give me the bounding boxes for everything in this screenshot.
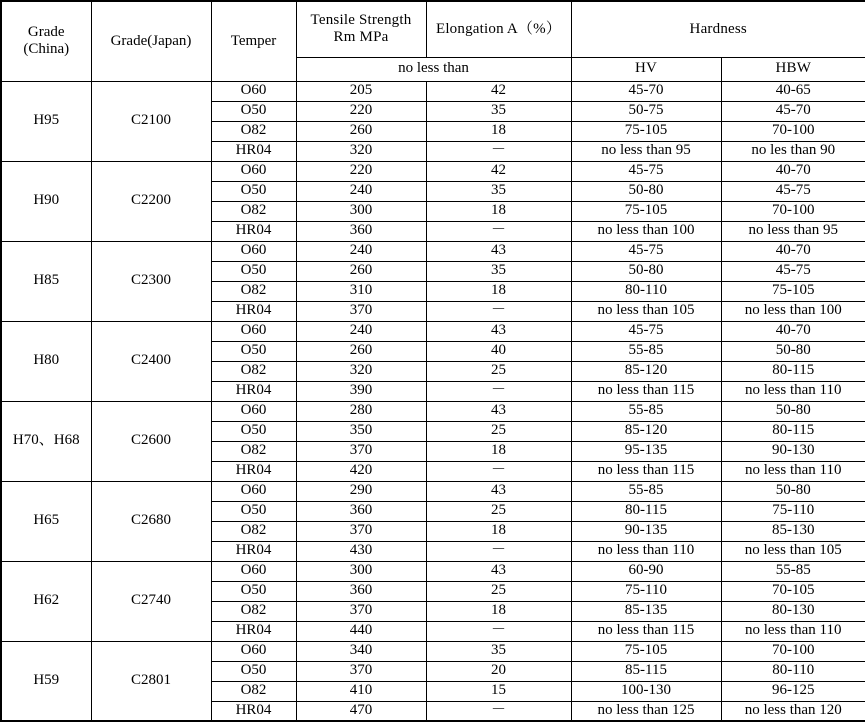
cell-hv: 85-120	[571, 361, 721, 381]
cell-grade-japan: C2600	[91, 401, 211, 481]
cell-hbw: 40-70	[721, 161, 865, 181]
cell-grade-japan: C2740	[91, 561, 211, 641]
cell-hv: 90-135	[571, 521, 721, 541]
cell-tensile: 240	[296, 181, 426, 201]
table-row	[1, 321, 865, 341]
cell-grade-japan: C2100	[91, 81, 211, 161]
cell-grade-china: H65	[1, 481, 91, 561]
cell-elongation: 43	[426, 481, 571, 501]
cell-temper: O60	[211, 481, 296, 501]
column-header-grade-china-line2: (China)	[23, 41, 70, 58]
column-header-grade-china-line1: Grade	[27, 24, 65, 40]
cell-hbw: 45-75	[721, 261, 865, 281]
cell-temper: O50	[211, 341, 296, 361]
cell-hbw: no less than 100	[721, 301, 865, 321]
cell-elongation: 25	[426, 581, 571, 601]
cell-hbw: no less than 110	[721, 621, 865, 641]
table-row	[1, 161, 865, 181]
cell-tensile: 430	[296, 541, 426, 561]
cell-elongation: 35	[426, 261, 571, 281]
cell-elongation: 35	[426, 641, 571, 661]
cell-elongation: －	[426, 701, 571, 721]
cell-hbw: 40-65	[721, 81, 865, 101]
cell-temper: O50	[211, 101, 296, 121]
cell-temper: O50	[211, 261, 296, 281]
cell-elongation: －	[426, 621, 571, 641]
cell-elongation: 43	[426, 321, 571, 341]
cell-tensile: 420	[296, 461, 426, 481]
column-header-grade-china	[1, 1, 91, 81]
cell-elongation: －	[426, 301, 571, 321]
cell-temper: HR04	[211, 381, 296, 401]
cell-tensile: 370	[296, 661, 426, 681]
cell-temper: O50	[211, 581, 296, 601]
table-row	[1, 481, 865, 501]
cell-grade-china: H70、H68	[1, 401, 91, 481]
cell-grade-china: H62	[1, 561, 91, 641]
cell-temper: O82	[211, 201, 296, 221]
column-header-tensile-line1: Tensile Strength	[310, 12, 412, 28]
cell-temper: O60	[211, 401, 296, 421]
cell-temper: O60	[211, 161, 296, 181]
cell-hv: no less than 115	[571, 381, 721, 401]
cell-temper: O60	[211, 241, 296, 261]
cell-hbw: no less than 110	[721, 381, 865, 401]
cell-elongation: 42	[426, 81, 571, 101]
cell-hbw: 75-110	[721, 501, 865, 521]
cell-elongation: 18	[426, 441, 571, 461]
cell-grade-japan: C2801	[91, 641, 211, 721]
cell-tensile: 300	[296, 201, 426, 221]
table-row	[1, 641, 865, 661]
cell-tensile: 220	[296, 161, 426, 181]
cell-elongation: 42	[426, 161, 571, 181]
column-header-temper: Temper	[211, 1, 296, 81]
cell-hv: 80-115	[571, 501, 721, 521]
cell-hv: 55-85	[571, 401, 721, 421]
cell-temper: O82	[211, 601, 296, 621]
table-body	[1, 81, 865, 721]
table-row	[1, 561, 865, 581]
cell-hbw: 40-70	[721, 241, 865, 261]
cell-hv: no less than 100	[571, 221, 721, 241]
cell-hv: 100-130	[571, 681, 721, 701]
cell-hv: 75-110	[571, 581, 721, 601]
cell-hbw: 50-80	[721, 341, 865, 361]
cell-grade-japan: C2680	[91, 481, 211, 561]
cell-hbw: 90-130	[721, 441, 865, 461]
cell-tensile: 220	[296, 101, 426, 121]
cell-temper: HR04	[211, 541, 296, 561]
cell-hv: no less than 115	[571, 461, 721, 481]
cell-hv: 85-115	[571, 661, 721, 681]
cell-tensile: 340	[296, 641, 426, 661]
cell-hbw: 70-105	[721, 581, 865, 601]
cell-tensile: 370	[296, 601, 426, 621]
cell-elongation: 18	[426, 521, 571, 541]
cell-grade-japan: C2400	[91, 321, 211, 401]
cell-hbw: 80-110	[721, 661, 865, 681]
cell-temper: HR04	[211, 221, 296, 241]
cell-tensile: 410	[296, 681, 426, 701]
cell-elongation: 35	[426, 181, 571, 201]
cell-tensile: 350	[296, 421, 426, 441]
cell-hv: 85-135	[571, 601, 721, 621]
cell-temper: O60	[211, 641, 296, 661]
cell-tensile: 360	[296, 221, 426, 241]
cell-tensile: 260	[296, 341, 426, 361]
cell-hv: no less than 110	[571, 541, 721, 561]
cell-hbw: 40-70	[721, 321, 865, 341]
cell-hv: 75-105	[571, 201, 721, 221]
cell-elongation: －	[426, 461, 571, 481]
cell-hbw: no les than 90	[721, 141, 865, 161]
cell-temper: O82	[211, 521, 296, 541]
cell-temper: O60	[211, 561, 296, 581]
cell-grade-china: H80	[1, 321, 91, 401]
cell-elongation: －	[426, 141, 571, 161]
cell-hbw: 50-80	[721, 481, 865, 501]
cell-temper: O50	[211, 181, 296, 201]
cell-elongation: －	[426, 381, 571, 401]
cell-elongation: －	[426, 221, 571, 241]
cell-grade-japan: C2300	[91, 241, 211, 321]
cell-hv: 85-120	[571, 421, 721, 441]
cell-hv: 80-110	[571, 281, 721, 301]
cell-temper: HR04	[211, 141, 296, 161]
cell-elongation: 43	[426, 241, 571, 261]
cell-hbw: 80-130	[721, 601, 865, 621]
cell-tensile: 360	[296, 501, 426, 521]
cell-hv: 55-85	[571, 481, 721, 501]
cell-tensile: 205	[296, 81, 426, 101]
cell-temper: O82	[211, 121, 296, 141]
cell-temper: O50	[211, 501, 296, 521]
cell-hv: 55-85	[571, 341, 721, 361]
cell-hv: 45-70	[571, 81, 721, 101]
cell-elongation: －	[426, 541, 571, 561]
cell-hv: 45-75	[571, 321, 721, 341]
table-header	[1, 1, 865, 81]
cell-hv: 45-75	[571, 241, 721, 261]
cell-elongation: 18	[426, 121, 571, 141]
cell-hbw: 45-75	[721, 181, 865, 201]
cell-hbw: 75-105	[721, 281, 865, 301]
column-header-tensile-line2: Rm MPa	[333, 29, 389, 46]
cell-hbw: 80-115	[721, 421, 865, 441]
column-header-tensile-strength	[296, 1, 426, 57]
cell-hv: 95-135	[571, 441, 721, 461]
cell-temper: O82	[211, 281, 296, 301]
cell-temper: HR04	[211, 621, 296, 641]
cell-temper: O60	[211, 321, 296, 341]
cell-tensile: 320	[296, 361, 426, 381]
cell-tensile: 260	[296, 121, 426, 141]
cell-elongation: 43	[426, 561, 571, 581]
cell-grade-china: H59	[1, 641, 91, 721]
cell-hbw: 70-100	[721, 641, 865, 661]
cell-hv: no less than 115	[571, 621, 721, 641]
cell-temper: O82	[211, 361, 296, 381]
table-row	[1, 401, 865, 421]
cell-temper: HR04	[211, 301, 296, 321]
cell-hbw: 45-70	[721, 101, 865, 121]
cell-hbw: 50-80	[721, 401, 865, 421]
cell-tensile: 390	[296, 381, 426, 401]
cell-hbw: no less than 120	[721, 701, 865, 721]
header-row-primary	[1, 1, 865, 57]
cell-hv: 45-75	[571, 161, 721, 181]
column-header-elongation: Elongation A（%）	[426, 1, 571, 57]
cell-hv: 75-105	[571, 121, 721, 141]
cell-temper: O50	[211, 661, 296, 681]
cell-hbw: 55-85	[721, 561, 865, 581]
cell-grade-japan: C2200	[91, 161, 211, 241]
cell-tensile: 240	[296, 241, 426, 261]
cell-elongation: 25	[426, 501, 571, 521]
cell-temper: O82	[211, 681, 296, 701]
cell-tensile: 280	[296, 401, 426, 421]
cell-tensile: 360	[296, 581, 426, 601]
cell-elongation: 20	[426, 661, 571, 681]
cell-hbw: 70-100	[721, 121, 865, 141]
cell-temper: O82	[211, 441, 296, 461]
cell-tensile: 320	[296, 141, 426, 161]
cell-elongation: 15	[426, 681, 571, 701]
cell-hv: no less than 125	[571, 701, 721, 721]
cell-hbw: 85-130	[721, 521, 865, 541]
cell-tensile: 370	[296, 441, 426, 461]
cell-hbw: 70-100	[721, 201, 865, 221]
cell-hv: no less than 105	[571, 301, 721, 321]
cell-hv: 50-80	[571, 261, 721, 281]
cell-hbw: no less than 95	[721, 221, 865, 241]
cell-hv: no less than 95	[571, 141, 721, 161]
cell-hv: 50-80	[571, 181, 721, 201]
cell-elongation: 18	[426, 601, 571, 621]
cell-tensile: 370	[296, 521, 426, 541]
cell-tensile: 310	[296, 281, 426, 301]
cell-temper: O60	[211, 81, 296, 101]
column-header-hbw: HBW	[721, 57, 865, 81]
table-row	[1, 81, 865, 101]
cell-temper: HR04	[211, 461, 296, 481]
cell-hbw: 80-115	[721, 361, 865, 381]
cell-tensile: 440	[296, 621, 426, 641]
cell-temper: O50	[211, 421, 296, 441]
cell-tensile: 370	[296, 301, 426, 321]
cell-elongation: 18	[426, 281, 571, 301]
column-header-grade-japan: Grade(Japan)	[91, 1, 211, 81]
cell-tensile: 300	[296, 561, 426, 581]
cell-elongation: 40	[426, 341, 571, 361]
cell-elongation: 35	[426, 101, 571, 121]
cell-tensile: 260	[296, 261, 426, 281]
cell-grade-china: H85	[1, 241, 91, 321]
column-header-no-less-than: no less than	[296, 57, 571, 81]
cell-elongation: 25	[426, 361, 571, 381]
cell-hbw: 96-125	[721, 681, 865, 701]
table-row	[1, 241, 865, 261]
cell-tensile: 290	[296, 481, 426, 501]
cell-temper: HR04	[211, 701, 296, 721]
cell-hbw: no less than 105	[721, 541, 865, 561]
column-header-hv: HV	[571, 57, 721, 81]
cell-tensile: 240	[296, 321, 426, 341]
cell-hv: 75-105	[571, 641, 721, 661]
cell-hbw: no less than 110	[721, 461, 865, 481]
cell-elongation: 18	[426, 201, 571, 221]
cell-hv: 60-90	[571, 561, 721, 581]
cell-hv: 50-75	[571, 101, 721, 121]
column-header-hardness: Hardness	[571, 1, 865, 57]
cell-grade-china: H95	[1, 81, 91, 161]
cell-tensile: 470	[296, 701, 426, 721]
cell-elongation: 25	[426, 421, 571, 441]
cell-elongation: 43	[426, 401, 571, 421]
cell-grade-china: H90	[1, 161, 91, 241]
